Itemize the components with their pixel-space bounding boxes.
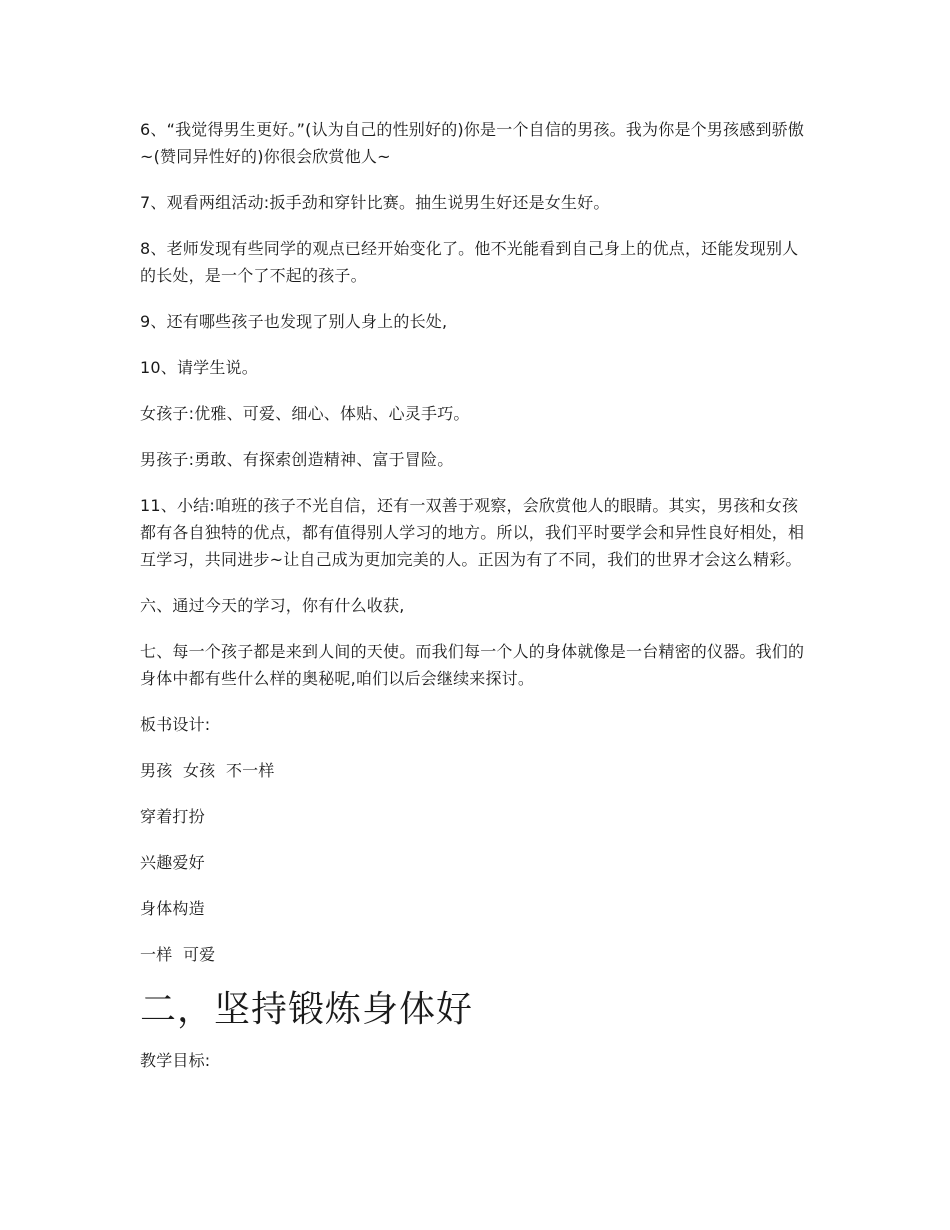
board-line-5: 一样 可爱 [140,945,216,964]
paragraph-section-6: 六、通过今天的学习，你有什么收获, [140,596,405,615]
paragraph-item-9: 9、还有哪些孩子也发现了别人身上的长处, [140,312,448,331]
board-design-label: 板书设计: [140,715,211,734]
document-page [140,116,812,1093]
paragraph-item-7: 7、观看两组活动:扳手劲和穿针比赛。抽生说男生好还是女生好。 [140,193,610,212]
paragraph-item-11-summary: 11、小结:咱班的孩子不光自信，还有一双善于观察，会欣赏他人的眼睛。其实，男孩和女孩都有各自独特的优点，都有值得别人学习的地方。所以，我们平时要学会和异性良好相处，相互学习，共同进步~让自己成为更加完美的人。正因为有了不同，我们的世界才会这么精彩。 [140,496,805,569]
paragraph-item-10: 10、请学生说。 [140,358,258,377]
paragraph-boys-traits: 男孩子:勇敢、有探索创造精神、富于冒险。 [140,450,454,469]
board-line-4: 身体构造 [140,899,205,918]
paragraph-girls-traits: 女孩子:优雅、可爱、细心、体贴、心灵手巧。 [140,404,470,423]
board-line-3: 兴趣爱好 [140,853,205,872]
paragraph-section-7: 七、每一个孩子都是来到人间的天使。而我们每一个人的身体就像是一台精密的仪器。我们的身体中都有些什么样的奥秘呢,咱们以后会继续来探讨。 [140,642,805,688]
section-heading: 二，坚持锻炼身体好 [140,989,474,1030]
board-line-2: 穿着打扮 [140,807,205,826]
board-line-1: 男孩 女孩 不一样 [140,761,275,780]
teaching-objectives-label: 教学目标: [140,1051,211,1070]
paragraph-item-8: 8、老师发现有些同学的观点已经开始变化了。他不光能看到自己身上的优点，还能发现别人的长处，是一个了不起的孩子。 [140,239,799,285]
paragraph-item-6: 6、“我觉得男生更好。”(认为自己的性别好的)你是一个自信的男孩。我为你是个男孩感到骄傲~(赞同异性好的)你很会欣赏他人~ [140,120,805,166]
